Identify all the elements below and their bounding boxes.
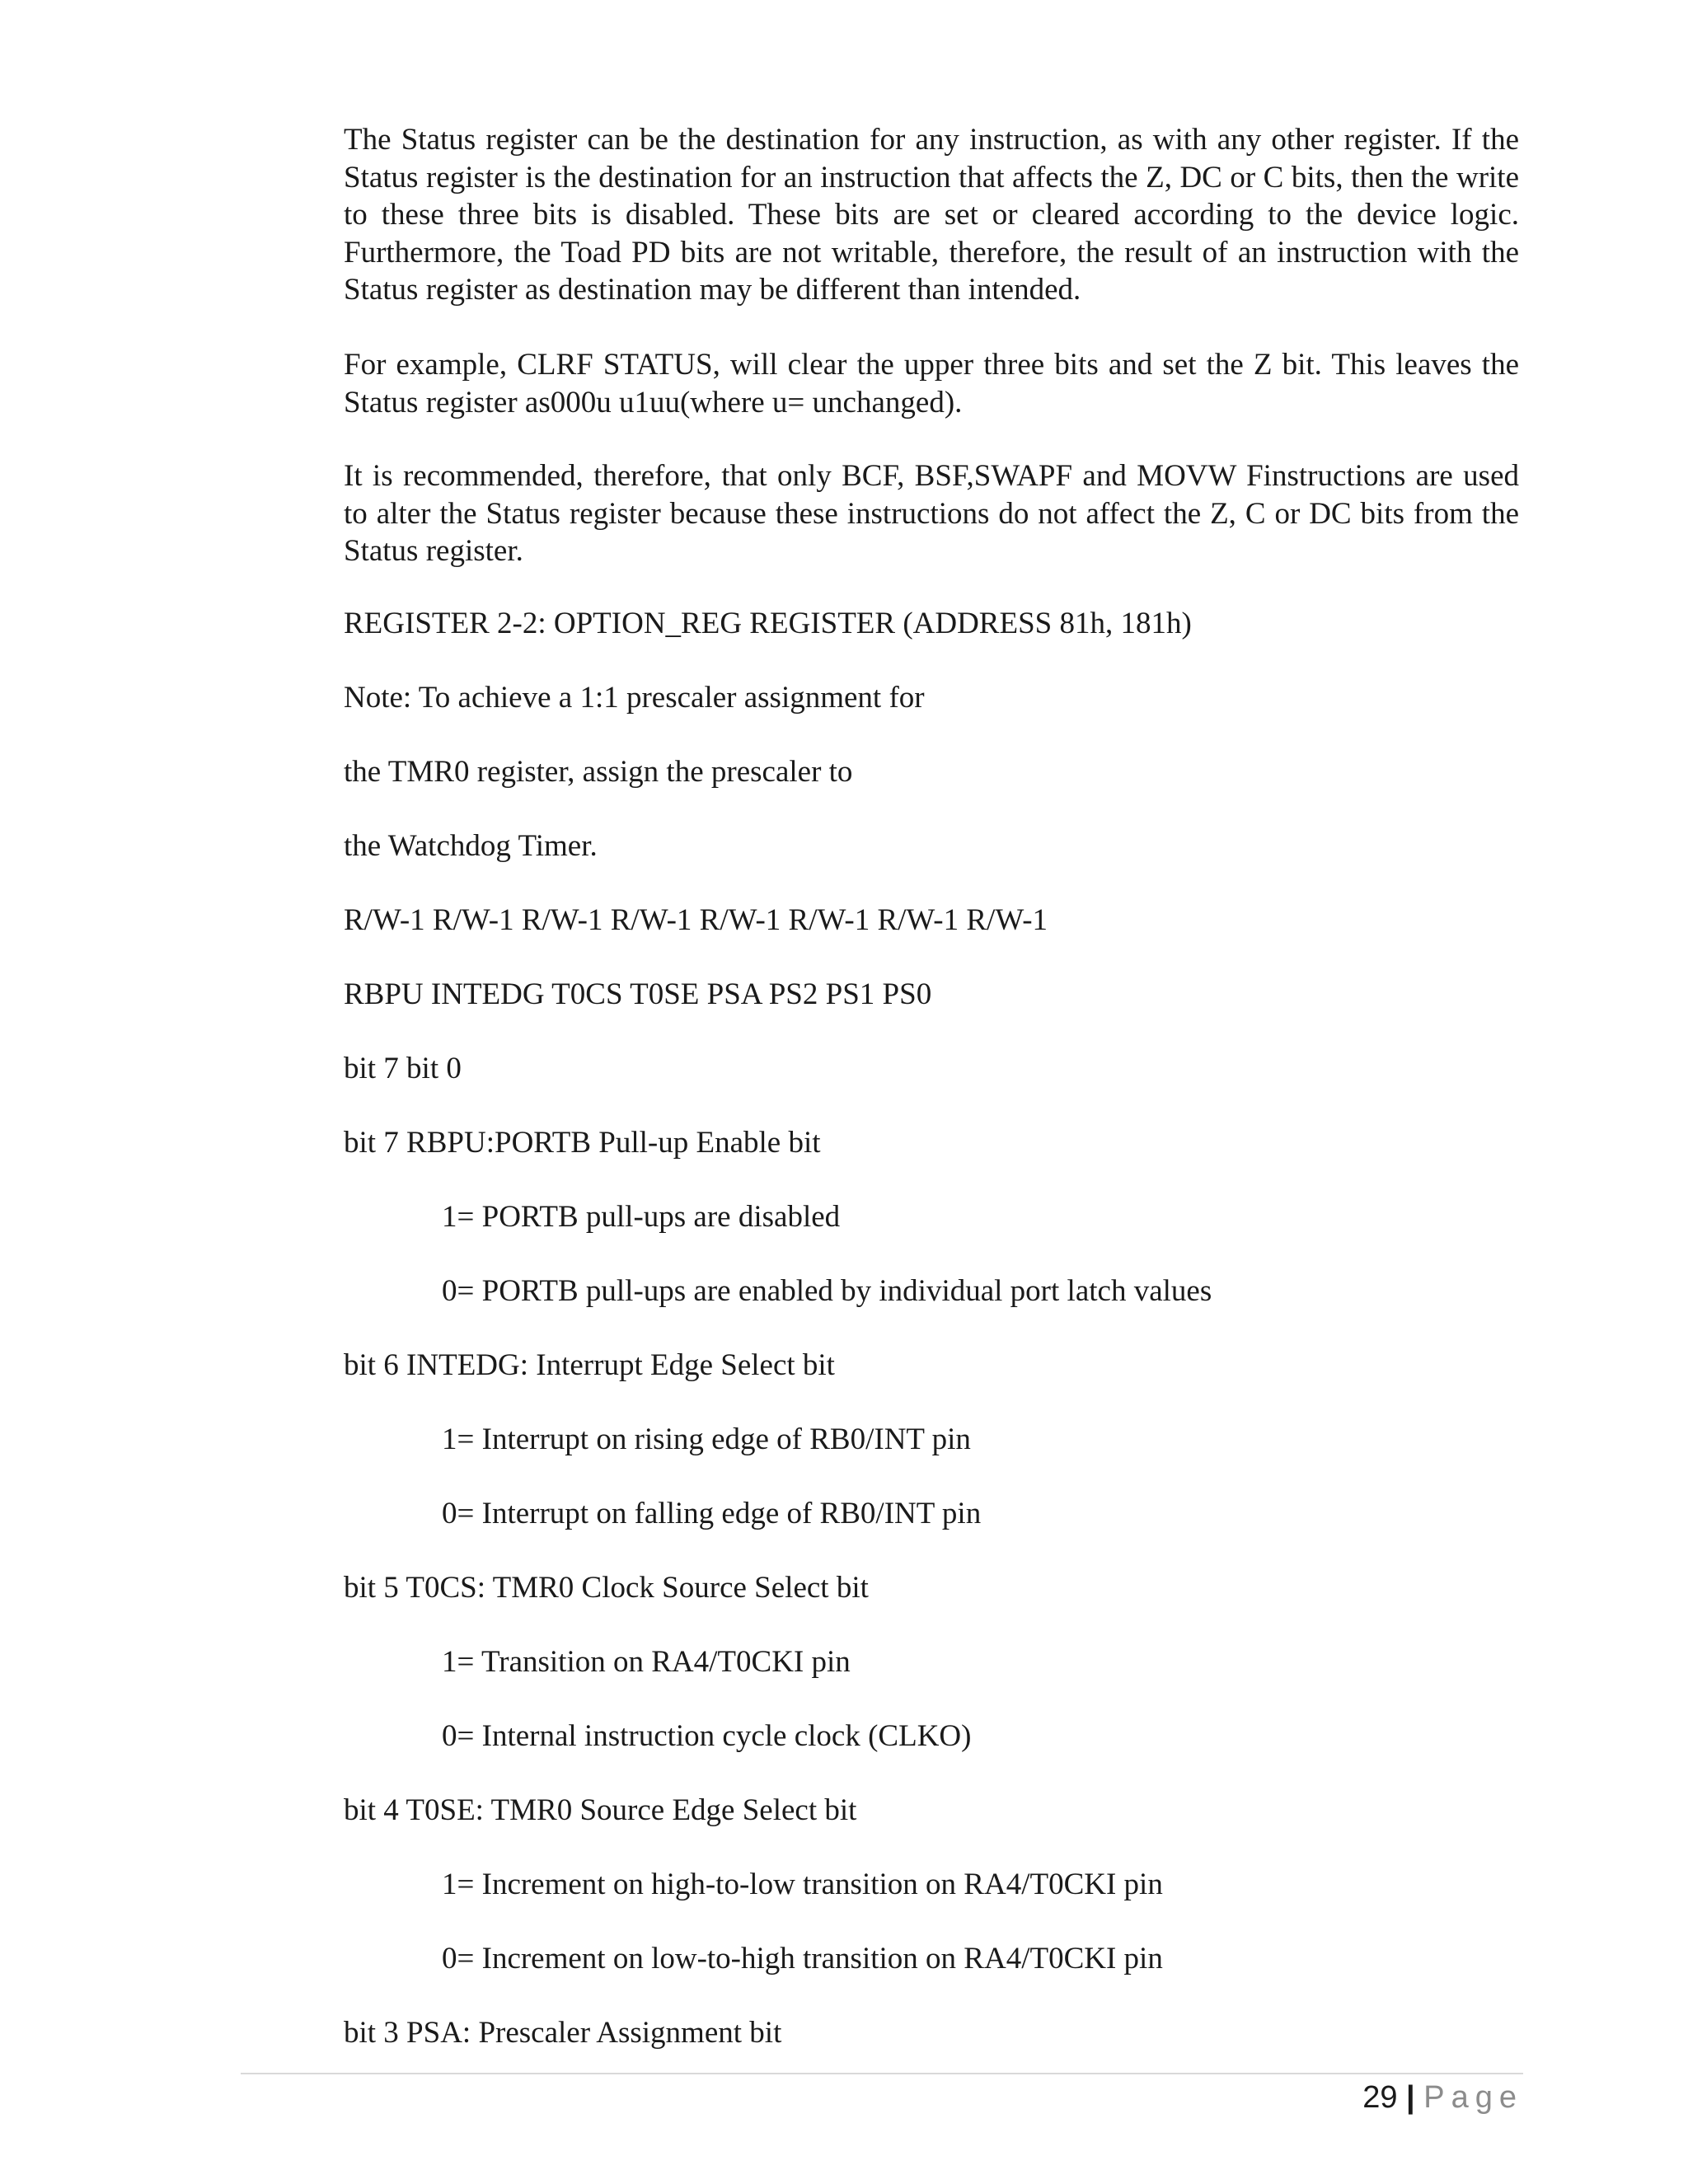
footer-separator: | xyxy=(1406,2080,1415,2115)
register-heading: REGISTER 2-2: OPTION_REG REGISTER (ADDRESS 81h, 181h) xyxy=(344,607,1192,640)
bit6-option-0: 0= Interrupt on falling edge of RB0/INT pin xyxy=(442,1497,982,1530)
note-line-3: the Watchdog Timer. xyxy=(344,829,598,863)
note-line-1: Note: To achieve a 1:1 prescaler assignment for xyxy=(344,681,925,715)
bit4-option-0: 0= Increment on low-to-high transition on RA4/T0CKI pin xyxy=(442,1942,1163,1975)
paragraph-recommendation: It is recommended, therefore, that only BCF, BSF,SWAPF and MOVW Finstructions are used to alter the Status register because these instructions do not affect the Z, C or DC bits from the Status register. xyxy=(344,459,1519,568)
bit4-option-1: 1= Increment on high-to-low transition on RA4/T0CKI pin xyxy=(442,1868,1163,1901)
register-bit-names-row: RBPU INTEDG T0CS T0SE PSA PS2 PS1 PS0 xyxy=(344,977,932,1011)
bit3-heading: bit 3 PSA: Prescaler Assignment bit xyxy=(344,2016,782,2050)
register-bit-range: bit 7 bit 0 xyxy=(344,1052,462,1085)
bit6-option-1: 1= Interrupt on rising edge of RB0/INT pin xyxy=(442,1422,971,1456)
bit7-option-1: 1= PORTB pull-ups are disabled xyxy=(442,1200,841,1234)
note-line-2: the TMR0 register, assign the prescaler to xyxy=(344,755,853,789)
bit7-option-0: 0= PORTB pull-ups are enabled by individual port latch values xyxy=(442,1274,1212,1308)
footer-divider xyxy=(241,2073,1523,2074)
page-label: Page xyxy=(1423,2080,1523,2115)
bit5-option-0: 0= Internal instruction cycle clock (CLKO) xyxy=(442,1719,972,1753)
paragraph-clrf-example: For example, CLRF STATUS, will clear the upper three bits and set the Z bit. This leaves the Status register as000u u1uu(where u= unchanged). xyxy=(344,348,1519,419)
bit6-heading: bit 6 INTEDG: Interrupt Edge Select bit xyxy=(344,1348,835,1382)
page-footer xyxy=(1362,2079,1523,2116)
page-number: 29 xyxy=(1362,2080,1398,2115)
bit7-heading: bit 7 RBPU:PORTB Pull-up Enable bit xyxy=(344,1126,821,1160)
register-access-row: R/W-1 R/W-1 R/W-1 R/W-1 R/W-1 R/W-1 R/W-1 R/W-1 xyxy=(344,903,1048,937)
paragraph-status-destination: The Status register can be the destination for any instruction, as with any other register. If the Status register is the destination for an instruction that affects the Z, DC or C bits, then the write to these three bits is disabled. These bits are set or cleared according to the device logic. Furthermore, the Toad PD bits are not writable, therefore, the result of an instruction with the Status register as destination may be different than intended. xyxy=(344,123,1519,307)
bit5-heading: bit 5 T0CS: TMR0 Clock Source Select bit xyxy=(344,1571,869,1605)
bit5-option-1: 1= Transition on RA4/T0CKI pin xyxy=(442,1645,851,1679)
bit4-heading: bit 4 T0SE: TMR0 Source Edge Select bit xyxy=(344,1793,857,1827)
